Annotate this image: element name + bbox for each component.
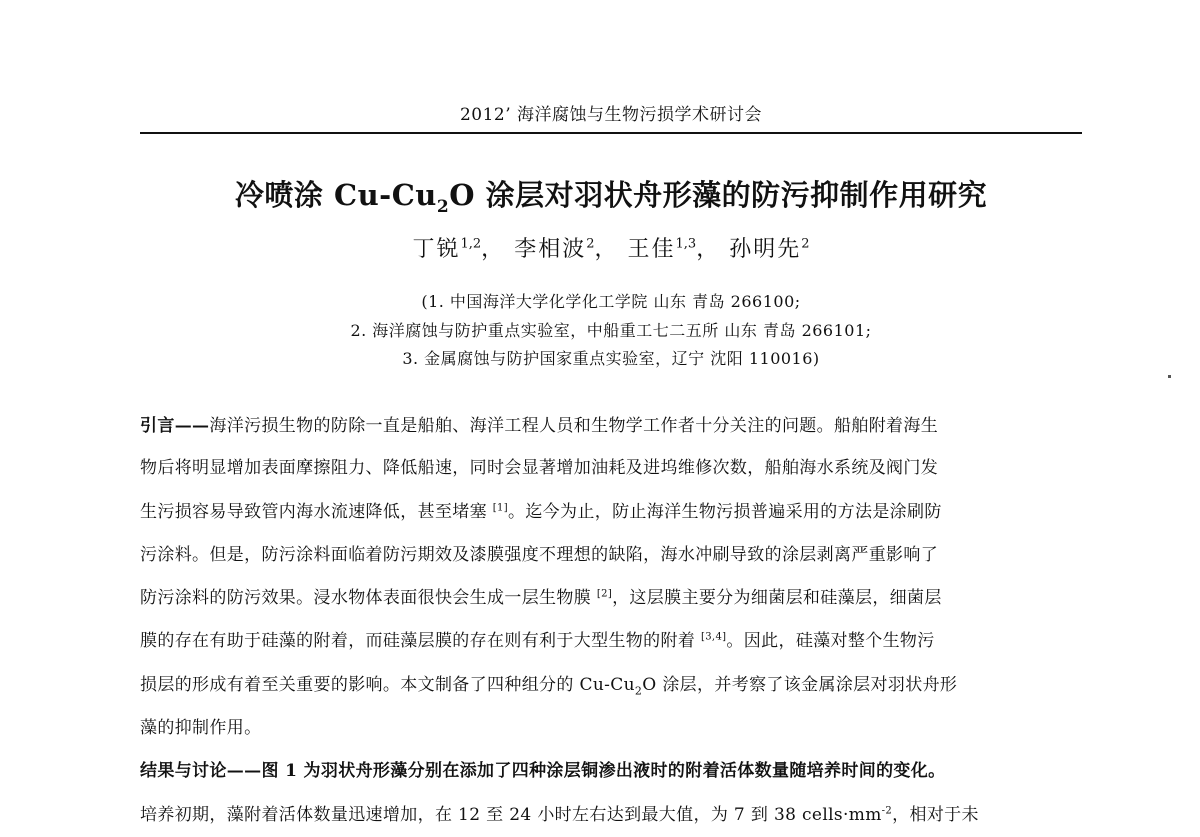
affiliation-2: 2. 海洋腐蚀与防护重点实验室，中船重工七二五所 山东 青岛 266101; xyxy=(350,321,872,340)
affiliation-3: 3. 金属腐蚀与防护国家重点实验室，辽宁 沈阳 110016) xyxy=(402,349,820,368)
author-list xyxy=(140,232,1082,263)
body-text: 。因此，硅藻对整个生物污 xyxy=(726,631,935,651)
body-text: 损层的形成有着至关重要的影响。本文制备了四种组分的 Cu-Cu xyxy=(140,675,635,695)
section-heading-results: 结果与讨论—— xyxy=(140,761,262,781)
citation-ref: [1] xyxy=(492,502,508,514)
author: 丁锐 xyxy=(412,237,461,262)
body-line-3 xyxy=(140,497,1084,522)
section-heading-intro: 引言—— xyxy=(140,416,210,436)
author-affiliation-mark: 2 xyxy=(586,236,595,252)
body-line-6 xyxy=(140,626,1084,651)
title-part-2: O 涂层对羽状舟形藻的防污抑制作用研究 xyxy=(449,178,988,212)
title-subscript: 2 xyxy=(436,196,450,217)
body-text: 。迄今为止，防止海洋生物污损普遍采用的方法是涂刷防 xyxy=(507,502,942,522)
body-text: O 涂层，并考察了该金属涂层对羽状舟形 xyxy=(642,675,958,695)
formula-subscript: 2 xyxy=(634,684,643,698)
running-header: 2012’ 海洋腐蚀与生物污损学术研讨会 xyxy=(459,105,763,125)
citation-ref: [2] xyxy=(596,588,613,600)
body-line-4: 污涂料。但是，防污涂料面临着防污期效及漆膜强度不理想的缺陷，海水冲刷导致的涂层剥离严重影响了 xyxy=(140,545,939,565)
author: 王佳 xyxy=(627,237,676,262)
body-text: 海洋污损生物的防除一直是船舶、海洋工程人员和生物学工作者十分关注的问题。船舶附着海生 xyxy=(209,416,939,436)
author-separator: ， xyxy=(696,237,721,262)
body-line-10 xyxy=(140,800,1084,825)
author-affiliation-mark: 1,2 xyxy=(460,236,482,252)
body-line-9 xyxy=(140,756,1084,781)
body-line-8: 藻的抑制作用。 xyxy=(140,718,262,738)
unit-superscript: -2 xyxy=(881,805,893,817)
body-line-2: 物后将明显增加表面摩擦阻力、降低船速，同时会显著增加油耗及进坞维修次数，船舶海水系统及阀门发 xyxy=(140,458,939,478)
author-affiliation-mark: 1,3 xyxy=(675,236,697,252)
body-line-5 xyxy=(140,583,1084,608)
scan-speck xyxy=(1168,375,1171,378)
body-text: 培养初期，藻附着活体数量迅速增加，在 12 至 24 小时左右达到最大值，为 7 到 38 cells·mm xyxy=(140,805,882,825)
affiliation-1: (1. 中国海洋大学化学化工学院 山东 青岛 266100; xyxy=(421,292,801,311)
author-separator: ， xyxy=(481,237,506,262)
body-text: ，这层膜主要分为细菌层和硅藻层，细菌层 xyxy=(612,588,942,608)
header-rule xyxy=(140,132,1082,134)
body-text: 防污涂料的防污效果。浸水物体表面很快会生成一层生物膜 xyxy=(140,588,597,608)
title-part-1: 冷喷涂 Cu-Cu xyxy=(234,178,437,212)
body-line-1 xyxy=(140,411,1084,436)
author: 孙明先 xyxy=(729,237,802,262)
body-line-7 xyxy=(140,670,1084,697)
author: 李相波 xyxy=(514,237,587,262)
citation-ref: [3,4] xyxy=(700,631,727,643)
author-affiliation-mark: 2 xyxy=(801,236,810,252)
body-text: 图 1 为羽状舟形藻分别在添加了四种涂层铜渗出液时的附着活体数量随培养时间的变化。 xyxy=(261,761,946,781)
author-separator: ， xyxy=(594,237,619,262)
paper-title xyxy=(140,173,1082,217)
body-text: 生污损容易导致管内海水流速降低，甚至堵塞 xyxy=(140,502,493,522)
body-text: ，相对于未 xyxy=(892,805,979,825)
body-text: 膜的存在有助于硅藻的附着，而硅藻层膜的存在则有利于大型生物的附着 xyxy=(140,631,701,651)
